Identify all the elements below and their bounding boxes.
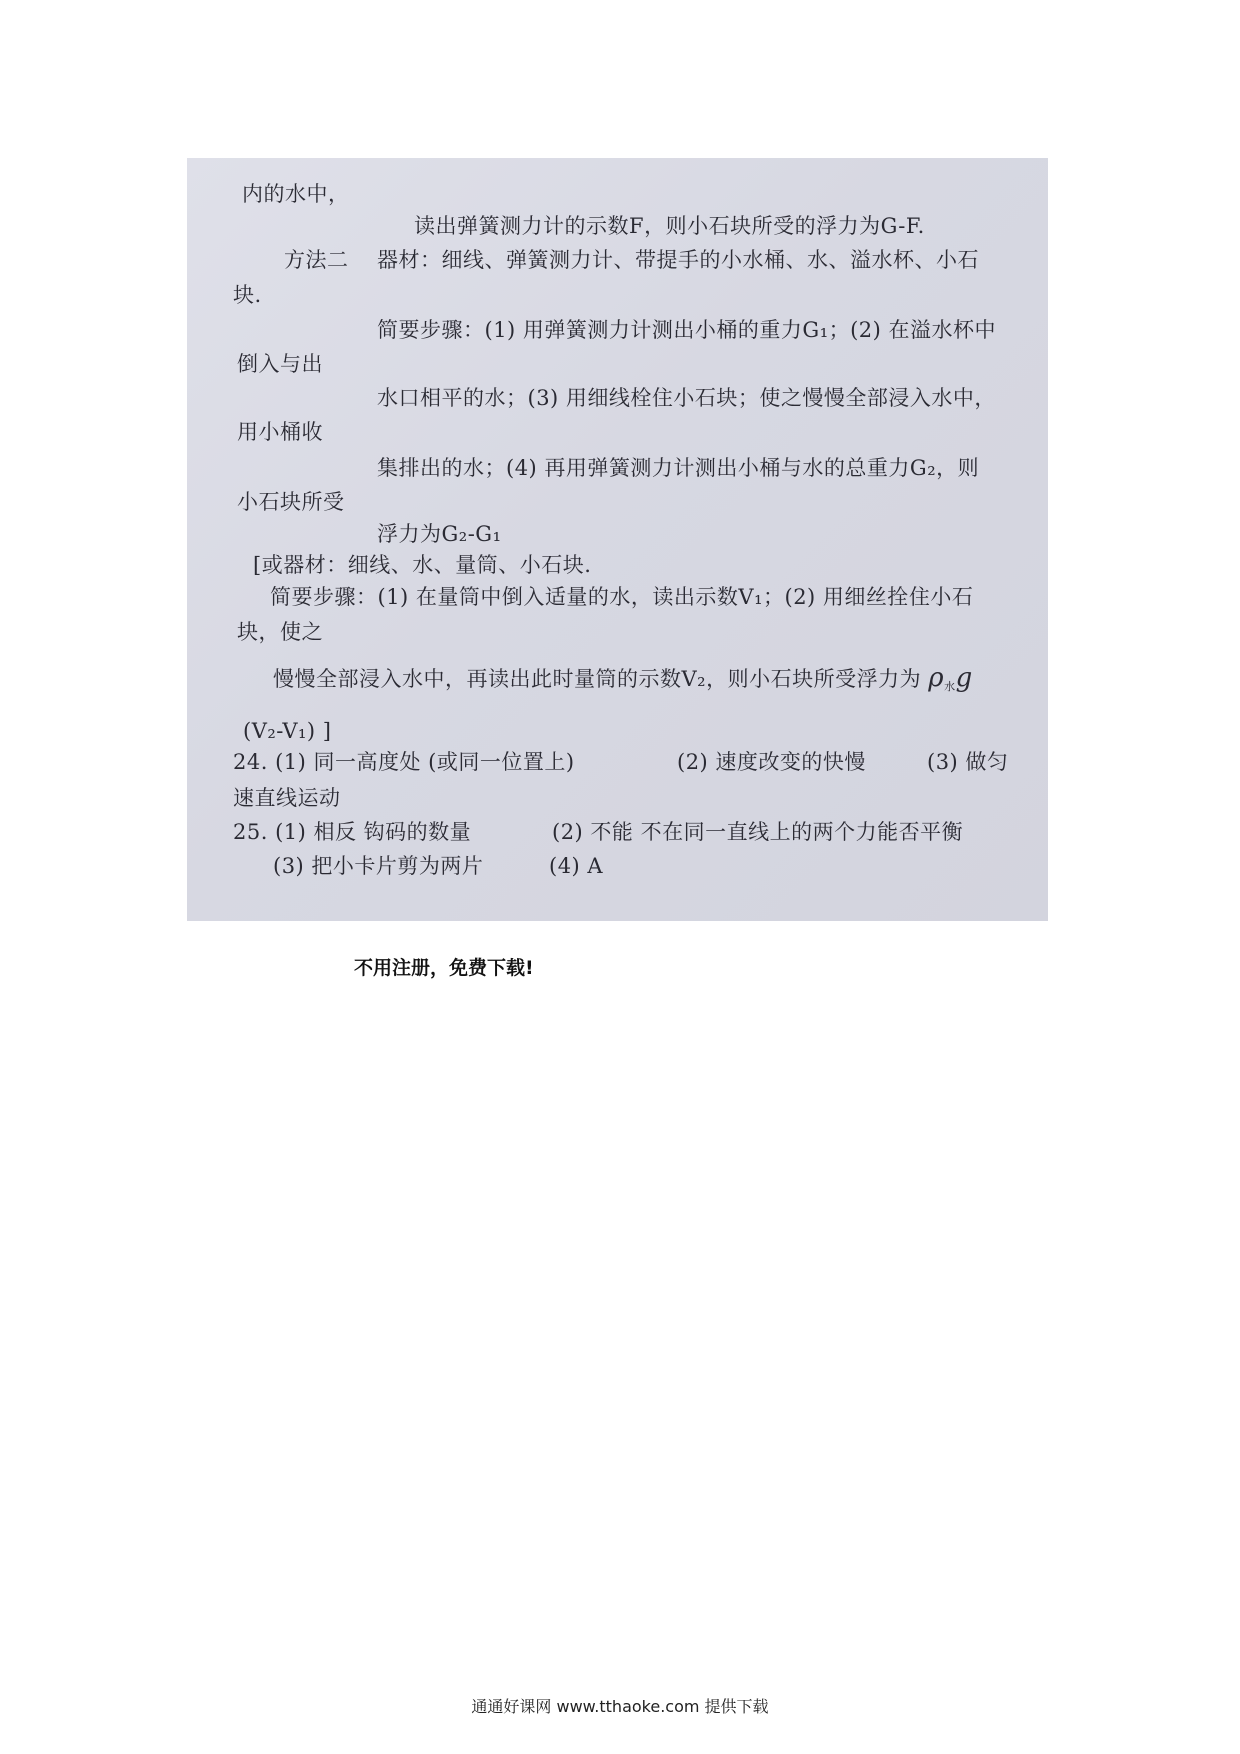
gravity-symbol: g bbox=[955, 663, 973, 693]
text-line: (2) 不能 不在同一直线上的两个力能否平衡 bbox=[552, 820, 964, 844]
text-line: 用小桶收 bbox=[237, 420, 323, 444]
text-line: (3) 做匀 bbox=[927, 750, 1009, 774]
text-line: 小石块所受 bbox=[237, 490, 345, 514]
formula-line bbox=[273, 665, 973, 692]
text-line: [或器材：细线、水、量筒、小石块. bbox=[253, 553, 592, 577]
text-line: (V₂-V₁) ] bbox=[243, 719, 332, 743]
text-line: 简要步骤：(1) 在量筒中倒入适量的水，读出示数V₁；(2) 用细丝拴住小石 bbox=[270, 585, 974, 609]
text-line: 倒入与出 bbox=[237, 352, 323, 376]
density-subscript: 水 bbox=[944, 680, 956, 693]
density-symbol: ρ bbox=[928, 663, 945, 693]
text-line: 浮力为G₂-G₁ bbox=[377, 522, 502, 546]
text-line: 简要步骤：(1) 用弹簧测力计测出小桶的重力G₁；(2) 在溢水杯中 bbox=[377, 318, 997, 342]
text-line: 内的水中， bbox=[242, 182, 350, 206]
answer-photo bbox=[187, 158, 1048, 921]
text-line: 24. (1) 同一高度处 (或同一位置上) bbox=[233, 750, 575, 774]
text-line: 水口相平的水；(3) 用细线栓住小石块；使之慢慢全部浸入水中， bbox=[377, 386, 996, 410]
text-line: (4) A bbox=[549, 854, 604, 878]
text-line: 块，使之 bbox=[237, 620, 323, 644]
text-line: 块. bbox=[233, 283, 262, 307]
text-line: 集排出的水；(4) 再用弹簧测力计测出小桶与水的总重力G₂，则 bbox=[377, 456, 980, 480]
page-footer: 通通好课网 www.tthaoke.com 提供下载 bbox=[471, 1697, 769, 1716]
text-line: (2) 速度改变的快慢 bbox=[677, 750, 866, 774]
text-line: 慢慢全部浸入水中，再读出此时量筒的示数V₂，则小石块所受浮力为 bbox=[273, 667, 922, 691]
text-line: 25. (1) 相反 钩码的数量 bbox=[233, 820, 472, 844]
text-line: 方法二 bbox=[284, 248, 349, 272]
text-line: 器材：细线、弹簧测力计、带提手的小水桶、水、溢水杯、小石 bbox=[377, 248, 979, 272]
text-line: 读出弹簧测力计的示数F，则小石块所受的浮力为G-F. bbox=[414, 214, 925, 238]
download-note: 不用注册，免费下载! bbox=[354, 957, 534, 979]
text-line: 速直线运动 bbox=[233, 786, 341, 810]
text-line: (3) 把小卡片剪为两片 bbox=[273, 854, 484, 878]
